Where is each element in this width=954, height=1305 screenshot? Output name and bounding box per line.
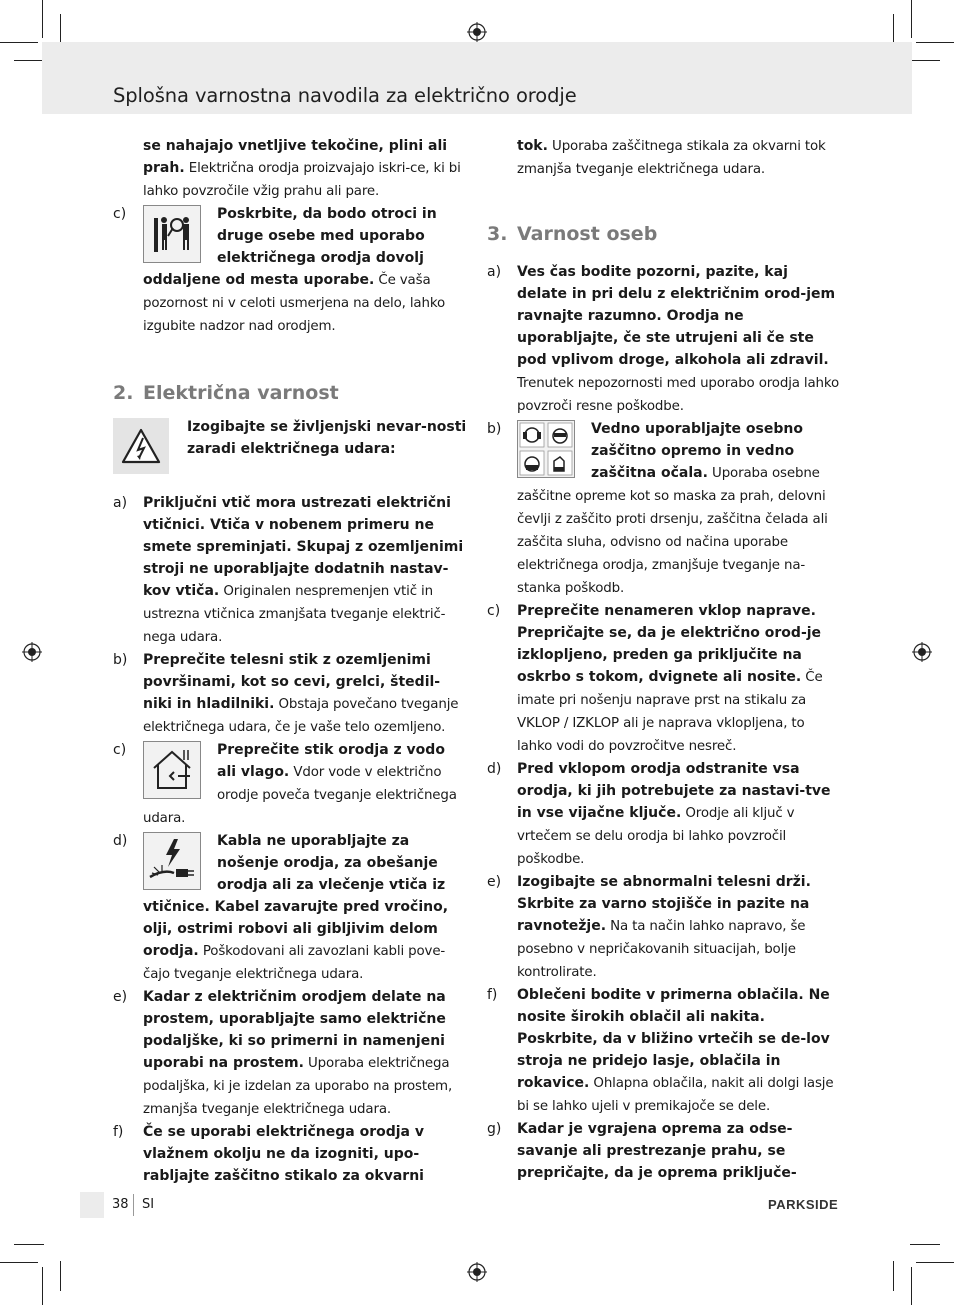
section-heading (113, 380, 468, 406)
list-marker: a) (487, 264, 502, 280)
body-text: Originalen nespremenjen vtič in ustrezna vtičnica zmanjšata tveganje električ-nega udara. (143, 584, 446, 645)
left-column (113, 135, 468, 1188)
list-item (487, 600, 842, 758)
list-marker: e) (113, 989, 128, 1005)
bold-text: Preprečite stik orodja z vodo ali vlago. (217, 742, 445, 780)
bold-text: Preprečite nenameren vklop naprave. Prepričajte se, da je električno orod-je izklopljeno, preden ga priključite na oskrbo s tokom, dvignete ali nosite. (517, 603, 822, 685)
bold-text: Vedno uporabljajte osebno zaščitno opremo in vedno zaščitna očala. (591, 421, 803, 481)
damaged-cable-icon (143, 832, 201, 890)
registration-mark-icon (912, 642, 932, 662)
list-item (113, 649, 468, 739)
paragraph (143, 492, 468, 649)
crop-mark (916, 42, 954, 43)
language-code: SI (142, 1197, 155, 1212)
paragraph (517, 1118, 842, 1185)
body-text: Uporaba zaščitnega stikala za okvarni tok zmanjša tveganje električnega udara. (517, 139, 826, 177)
paragraph (517, 261, 842, 418)
section-title: Električna varnost (143, 382, 339, 404)
registration-mark-icon (22, 642, 42, 662)
crop-mark (42, 0, 43, 38)
bold-text: Kadar z električnim orodjem delate na prostem, uporabljajte samo električne podaljške, ki so primerni in namenjeni uporabi na prostem. (143, 989, 446, 1071)
list-marker: b) (113, 652, 128, 668)
body-text: Trenutek nepozornosti med uporabo orodja lahko povzroči resne poškodbe. (517, 376, 840, 414)
bold-text: Ves čas bodite pozorni, pazite, kaj delate in pri delu z električnim orod-jem ravnajte razumno. Orodja ne uporabljajte, če ste utrujeni ali če ste pod vplivom droge, alkohola ali zdravil. (517, 264, 836, 368)
crop-mark (911, 1267, 912, 1305)
protective-equipment-icon (517, 420, 575, 478)
body-text: Ohlapna oblačila, nakit ali dolgi lasje bi se lahko ujeli v premikajoče se dele. (517, 1076, 834, 1114)
list-item (487, 135, 842, 181)
crop-mark (14, 1244, 44, 1245)
paragraph (517, 871, 842, 984)
bold-text: Izogibajte se abnormalni telesni drži. Skrbite za varno stojišče in pazite na ravnotežje. (517, 874, 811, 934)
bold-text: tok. (517, 138, 548, 154)
section-title: Varnost oseb (517, 223, 658, 245)
body-text: Če vaša pozornost ni v celoti usmerjena na delo, lahko izgubite nadzor nad orodjem. (143, 273, 445, 334)
crop-mark (0, 42, 38, 43)
crop-mark (60, 14, 61, 44)
paragraph (143, 1121, 468, 1188)
list-item (113, 203, 468, 338)
list-marker: c) (487, 603, 501, 619)
bold-text: Izogibajte se življenjski nevar-nosti zaradi električnega udara: (187, 419, 467, 457)
crop-mark (0, 1262, 38, 1263)
section-number: 2. (113, 382, 134, 404)
registration-mark-icon (467, 1262, 487, 1282)
body-text: Uporaba električnega podaljška, ki je izdelan za uporabo na prostem, zmanjša tveganje električnega udara. (143, 1056, 453, 1117)
crop-mark (60, 1261, 61, 1291)
body-text: Vdor vode v električno orodje poveča tveganje električnega udara. (143, 765, 457, 826)
brand-logo: PARKSIDE (768, 1197, 839, 1212)
bold-text: Pred vklopom orodja odstranite vsa orodja, ki jih potrebujete za nastavi-tve in vse vijačne ključe. (517, 761, 831, 821)
bold-text: Kabla ne uporabljajte za nošenje orodja, za obešanje orodja ali za vlečenje vtiča iz vtičnice. Kabel zavarujte pred vročino, olji, ostrimi robovi ali gibljivim delom orodja. (143, 833, 449, 959)
body-text: Orodje ali ključ v vrtečem se delu orodja bi lahko povzročil poškodbe. (517, 806, 795, 867)
crop-mark (910, 60, 940, 61)
paragraph (517, 758, 842, 871)
list-item (113, 1121, 468, 1188)
bold-text: Priključni vtič mora ustrezati električni vtičnici. Vtiča v nobenem primeru ne smete spreminjati. Skupaj z ozemljenimi stroji ne uporabljajte dodatnih nastav-kov vtiča. (143, 495, 464, 599)
footer-tab (80, 1192, 104, 1218)
list-item (487, 261, 842, 418)
warning-block (113, 416, 468, 474)
body-text: Obstaja povečano tveganje električnega udara, če je vaše telo ozemljeno. (143, 697, 459, 735)
body-text: Če imate pri nošenju naprave prst na stikalu za VKLOP / IZKLOP ali je naprava vklopljena, to lahko vodi do povzročitve nesreč. (517, 670, 823, 754)
list-marker: e) (487, 874, 502, 890)
paragraph (143, 986, 468, 1121)
crop-mark (916, 1262, 954, 1263)
bold-text: Če se uporabi električnega orodja v vlažnem okolju ne da izogniti, upo-rabljajte zaščitno stikalo za okvarni (143, 1124, 425, 1184)
list-item (113, 830, 468, 986)
crop-mark (42, 1267, 43, 1305)
list-item (487, 418, 842, 600)
list-item (487, 871, 842, 984)
page-title: Splošna varnostna navodila za električno orodje (113, 84, 577, 107)
crop-mark (893, 14, 894, 44)
crop-mark (893, 1261, 894, 1291)
section-heading (487, 221, 842, 247)
list-marker: c) (113, 742, 127, 758)
body-text: Poškodovani ali zavozlani kabli pove-čajo tveganje električnega udara. (143, 944, 446, 982)
registration-mark-icon (467, 22, 487, 42)
body-text: Električna orodja proizvajajo iskri-ce, ki bi lahko povzročile vžig prahu ali pare. (143, 161, 461, 199)
bold-text: Kadar je vgrajena oprema za odse-savanje ali prestrezanje prahu, se prepričajte, da je oprema priključe- (517, 1121, 797, 1181)
footer-divider (133, 1194, 134, 1216)
list-marker: c) (113, 206, 127, 222)
bold-text: Poskrbite, da bodo otroci in druge osebe med uporabo električnega orodja dovolj oddaljene od mesta uporabe. (143, 206, 437, 288)
electric-hazard-icon (113, 418, 169, 474)
page-number: 38 (112, 1197, 129, 1212)
list-item (487, 984, 842, 1118)
paragraph (517, 984, 842, 1118)
list-marker: g) (487, 1121, 502, 1137)
list-item (113, 492, 468, 649)
list-marker: b) (487, 421, 502, 437)
list-item (113, 986, 468, 1121)
paragraph (143, 649, 468, 739)
list-marker: d) (113, 833, 128, 849)
house-rain-icon (143, 741, 201, 799)
bold-text: Oblečeni bodite v primerna oblačila. Ne nosite širokih oblačil ali nakita. Poskrbite, da v bližino vrtečih se de-lov stroja ne pridejo lasje, oblačila in rokavice. (517, 987, 830, 1091)
list-item (487, 758, 842, 871)
paragraph (517, 135, 842, 181)
list-marker: d) (487, 761, 502, 777)
bold-text: se nahajajo vnetljive tekočine, plini ali prah. (143, 138, 448, 176)
bold-text: Preprečite telesni stik z ozemljenimi površinami, kot so cevi, grelci, štedil-niki in hladilniki. (143, 652, 441, 712)
children-distance-icon (143, 205, 201, 263)
body-text: Na ta način lahko napravo, še posebno v nepričakovanih situacijah, bolje kontrolirate. (517, 919, 806, 980)
body-text: Uporaba osebne zaščitne opreme kot so maska za prah, delovni čevlji z zaščito proti drsenju, zaščitna čelada ali zaščita sluha, odvisno od načina uporabe električnega orodja, zmanjšuje tveganje na-stanka poškodb. (517, 466, 828, 596)
crop-mark (14, 60, 44, 61)
list-marker: a) (113, 495, 128, 511)
list-item (113, 739, 468, 830)
section-number: 3. (487, 223, 508, 245)
right-column (487, 135, 842, 1185)
crop-mark (911, 0, 912, 38)
list-item (113, 135, 468, 203)
list-item (487, 1118, 842, 1185)
crop-mark (910, 1244, 940, 1245)
list-marker: f) (113, 1124, 124, 1140)
paragraph (517, 600, 842, 758)
list-marker: f) (487, 987, 498, 1003)
paragraph (143, 135, 468, 203)
